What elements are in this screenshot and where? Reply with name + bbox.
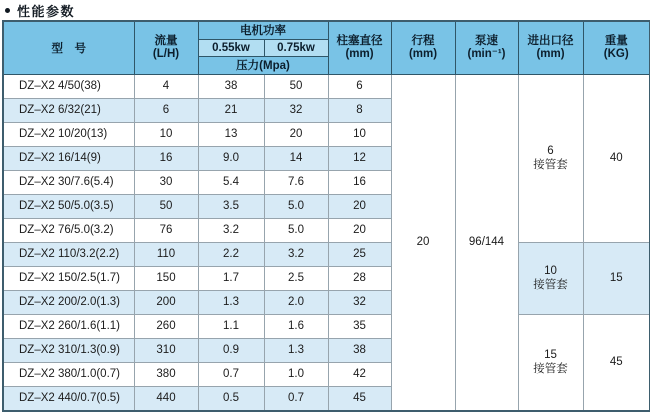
cell-plunger-diameter: 6 xyxy=(328,74,391,98)
cell-pressure-075: 32 xyxy=(264,98,328,122)
cell-plunger-diameter: 28 xyxy=(328,266,391,290)
cell-plunger-diameter: 25 xyxy=(328,242,391,266)
header-pump-speed: 泵速 (min⁻¹) xyxy=(455,21,518,74)
cell-model: DZ–X2 110/3.2(2.2) xyxy=(3,242,134,266)
cell-pressure-055: 9.0 xyxy=(198,146,264,170)
cell-stroke: 20 xyxy=(391,74,455,411)
cell-model: DZ–X2 440/0.7(0.5) xyxy=(3,386,134,411)
cell-flow: 200 xyxy=(134,290,198,314)
cell-pressure-075: 14 xyxy=(264,146,328,170)
bullet-icon xyxy=(5,8,10,13)
cell-flow: 150 xyxy=(134,266,198,290)
header-row-1 xyxy=(3,21,650,39)
header-kw055: 0.55kw xyxy=(198,39,264,56)
header-stroke: 行程 (mm) xyxy=(391,21,455,74)
cell-model: DZ–X2 16/14(9) xyxy=(3,146,134,170)
table-row xyxy=(3,314,650,338)
cell-flow: 30 xyxy=(134,170,198,194)
cell-pressure-055: 0.5 xyxy=(198,386,264,411)
cell-pressure-055: 1.3 xyxy=(198,290,264,314)
cell-pressure-075: 7.6 xyxy=(264,170,328,194)
cell-pressure-055: 3.5 xyxy=(198,194,264,218)
cell-pressure-075: 2.5 xyxy=(264,266,328,290)
cell-pressure-055: 3.2 xyxy=(198,218,264,242)
cell-pressure-055: 21 xyxy=(198,98,264,122)
cell-pressure-075: 5.0 xyxy=(264,218,328,242)
cell-weight: 15 xyxy=(583,242,650,314)
cell-pump-speed: 96/144 xyxy=(455,74,518,411)
cell-model: DZ–X2 150/2.5(1.7) xyxy=(3,266,134,290)
cell-model: DZ–X2 30/7.6(5.4) xyxy=(3,170,134,194)
cell-pressure-075: 3.2 xyxy=(264,242,328,266)
header-motor-power: 电机功率 xyxy=(198,21,328,39)
cell-flow: 76 xyxy=(134,218,198,242)
cell-port-diameter: 6 接管套 xyxy=(518,74,583,242)
cell-pressure-055: 0.9 xyxy=(198,338,264,362)
cell-model: DZ–X2 76/5.0(3.2) xyxy=(3,218,134,242)
header-weight: 重量 (KG) xyxy=(583,21,650,74)
cell-plunger-diameter: 42 xyxy=(328,362,391,386)
cell-model: DZ–X2 4/50(38) xyxy=(3,74,134,98)
cell-flow: 50 xyxy=(134,194,198,218)
cell-flow: 380 xyxy=(134,362,198,386)
cell-model: DZ–X2 6/32(21) xyxy=(3,98,134,122)
cell-plunger-diameter: 32 xyxy=(328,290,391,314)
header-port-diameter: 进出口径 (mm) xyxy=(518,21,583,74)
table-row xyxy=(3,242,650,266)
cell-plunger-diameter: 38 xyxy=(328,338,391,362)
cell-model: DZ–X2 50/5.0(3.5) xyxy=(3,194,134,218)
cell-plunger-diameter: 8 xyxy=(328,98,391,122)
cell-port-diameter: 10 接管套 xyxy=(518,242,583,314)
cell-flow: 4 xyxy=(134,74,198,98)
header-model: 型 号 xyxy=(3,21,134,74)
cell-model: DZ–X2 10/20(13) xyxy=(3,122,134,146)
header-plunger-diameter: 柱塞直径 (mm) xyxy=(328,21,391,74)
cell-plunger-diameter: 16 xyxy=(328,170,391,194)
cell-pressure-075: 0.7 xyxy=(264,386,328,411)
table-header xyxy=(3,21,650,74)
cell-pressure-075: 1.3 xyxy=(264,338,328,362)
spec-table xyxy=(2,20,650,412)
cell-pressure-055: 13 xyxy=(198,122,264,146)
cell-flow: 310 xyxy=(134,338,198,362)
cell-flow: 10 xyxy=(134,122,198,146)
cell-pressure-055: 2.2 xyxy=(198,242,264,266)
cell-pressure-075: 50 xyxy=(264,74,328,98)
cell-pressure-055: 0.7 xyxy=(198,362,264,386)
table-row xyxy=(3,74,650,98)
cell-flow: 260 xyxy=(134,314,198,338)
cell-pressure-075: 5.0 xyxy=(264,194,328,218)
cell-plunger-diameter: 12 xyxy=(328,146,391,170)
header-pressure: 压力(Mpa) xyxy=(198,56,328,74)
cell-model: DZ–X2 260/1.6(1.1) xyxy=(3,314,134,338)
cell-weight: 45 xyxy=(583,314,650,411)
cell-flow: 110 xyxy=(134,242,198,266)
cell-pressure-055: 1.7 xyxy=(198,266,264,290)
cell-pressure-075: 2.0 xyxy=(264,290,328,314)
cell-port-diameter: 15 接管套 xyxy=(518,314,583,411)
spec-table-body xyxy=(3,74,650,411)
cell-plunger-diameter: 35 xyxy=(328,314,391,338)
cell-model: DZ–X2 200/2.0(1.3) xyxy=(3,290,134,314)
section-title xyxy=(5,4,650,17)
cell-model: DZ–X2 380/1.0(0.7) xyxy=(3,362,134,386)
cell-weight: 40 xyxy=(583,74,650,242)
cell-plunger-diameter: 45 xyxy=(328,386,391,411)
cell-flow: 16 xyxy=(134,146,198,170)
cell-plunger-diameter: 20 xyxy=(328,218,391,242)
cell-flow: 6 xyxy=(134,98,198,122)
cell-pressure-075: 1.6 xyxy=(264,314,328,338)
header-kw075: 0.75kw xyxy=(264,39,328,56)
cell-flow: 440 xyxy=(134,386,198,411)
cell-pressure-075: 20 xyxy=(264,122,328,146)
cell-pressure-055: 1.1 xyxy=(198,314,264,338)
cell-pressure-055: 5.4 xyxy=(198,170,264,194)
cell-model: DZ–X2 310/1.3(0.9) xyxy=(3,338,134,362)
cell-plunger-diameter: 10 xyxy=(328,122,391,146)
cell-pressure-055: 38 xyxy=(198,74,264,98)
cell-plunger-diameter: 20 xyxy=(328,194,391,218)
section-title-text: 性能参数 xyxy=(17,4,76,19)
cell-pressure-075: 1.0 xyxy=(264,362,328,386)
header-flow: 流量 (L/H) xyxy=(134,21,198,74)
